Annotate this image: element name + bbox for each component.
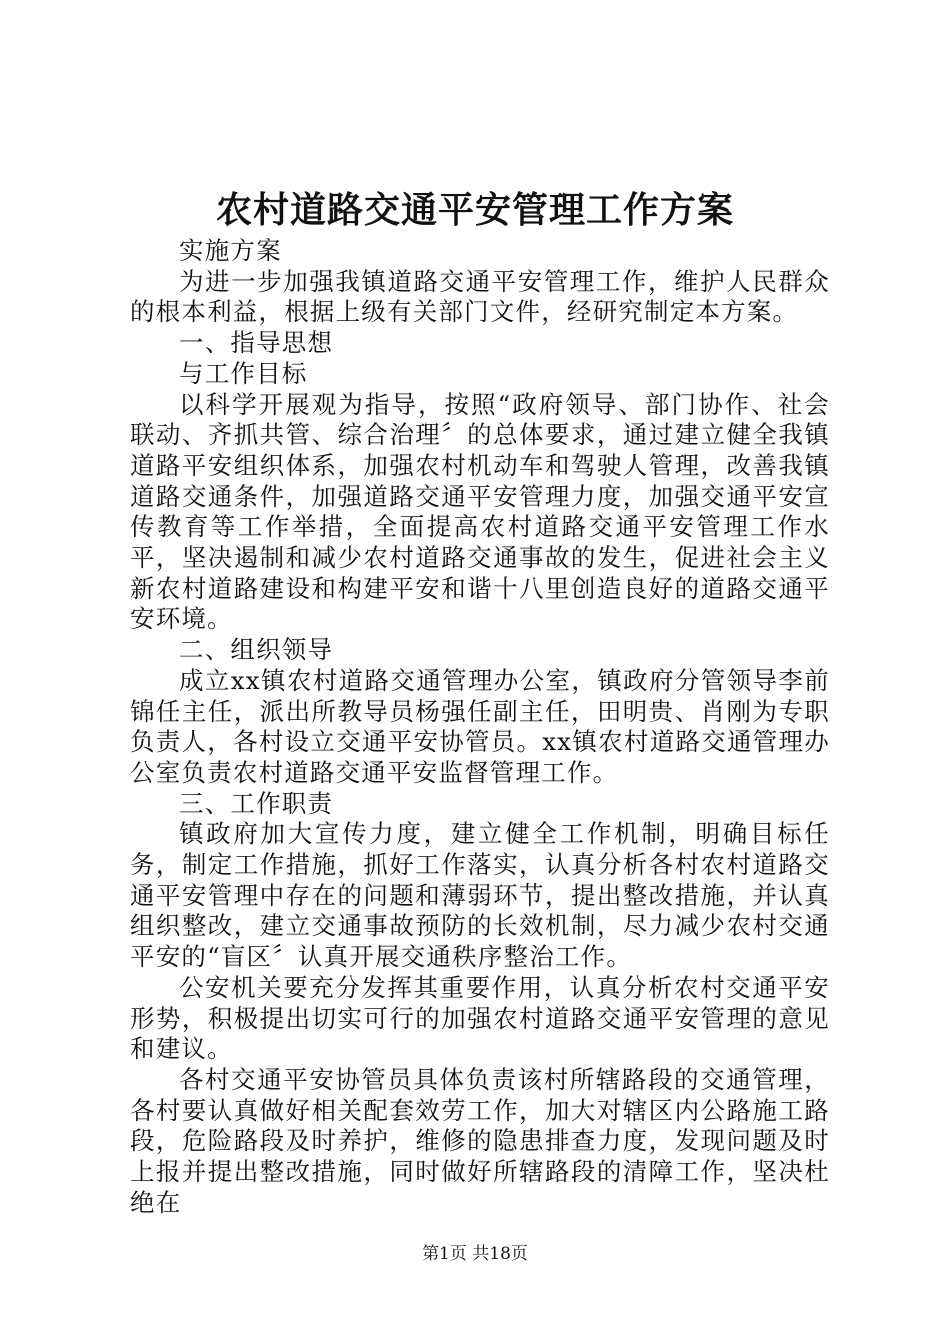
paragraph-public-security: 公安机关要充分发挥其重要作用，认真分析农村交通平安形势，积极提出切实可行的加强农村道路交通平安管理的意见和建议。 bbox=[130, 972, 830, 1064]
document-title: 农村道路交通平安管理工作方案 bbox=[215, 189, 734, 231]
heading-responsibilities: 三、工作职责 bbox=[179, 788, 334, 818]
paragraph-organization-content: 成立xx镇农村道路交通管理办公室，镇政府分管领导李前锦任主任，派出所教导员杨强任副主任，田明贵、肖刚为专职负责人，各村设立交通平安协管员。xx镇农村道路交通管理办公室负责农村道路交通平安监督管理工作。 bbox=[130, 665, 830, 787]
paragraph-intro: 为进一步加强我镇道路交通平安管理工作，维护人民群众的根本利益，根据上级有关部门文件，经研究制定本方案。 bbox=[130, 266, 830, 327]
page-footer: 第1页 共18页 bbox=[422, 1244, 528, 1264]
heading-guiding-thought: 一、指导思想 bbox=[179, 328, 334, 358]
document-body bbox=[130, 236, 830, 1219]
paragraph-guiding-content: 以科学开展观为指导，按照“政府领导、部门协作、社会联动、齐抓共管、综合治理〞的总体要求，通过建立健全我镇道路平安组织体系，加强农村机动车和驾驶人管理，改善我镇道路交通条件，加强道路交通平安管理力度，加强交通平安宣传教育等工作举措，全面提高农村道路交通平安管理工作水平，坚决遏制和减少农村道路交通事故的发生，促进社会主义新农村道路建设和构建平安和谐十八里创造良好的道路交通平安环境。 bbox=[130, 389, 830, 634]
paragraph-plan-label: 实施方案 bbox=[179, 236, 282, 265]
heading-work-goal: 与工作目标 bbox=[179, 358, 308, 388]
paragraph-village-coordinators: 各村交通平安协管员具体负责该村所辖路段的交通管理，各村要认真做好相关配套效劳工作，加大对辖区内公路施工路段，危险路段及时养护，维修的隐患排查力度，发现问题及时上报并提出整改措施，同时做好所辖路段的清障工作，坚决杜绝在 bbox=[130, 1064, 830, 1217]
paragraph-town-government: 镇政府加大宣传力度，建立健全工作机制，明确目标任务，制定工作措施，抓好工作落实，认真分析各村农村道路交通平安管理中存在的问题和薄弱环节，提出整改措施，并认真组织整改，建立交通事故预防的长效机制，尽力减少农村交通平安的“盲区〞认真开展交通秩序整治工作。 bbox=[130, 819, 830, 972]
heading-organization: 二、组织领导 bbox=[179, 635, 334, 665]
